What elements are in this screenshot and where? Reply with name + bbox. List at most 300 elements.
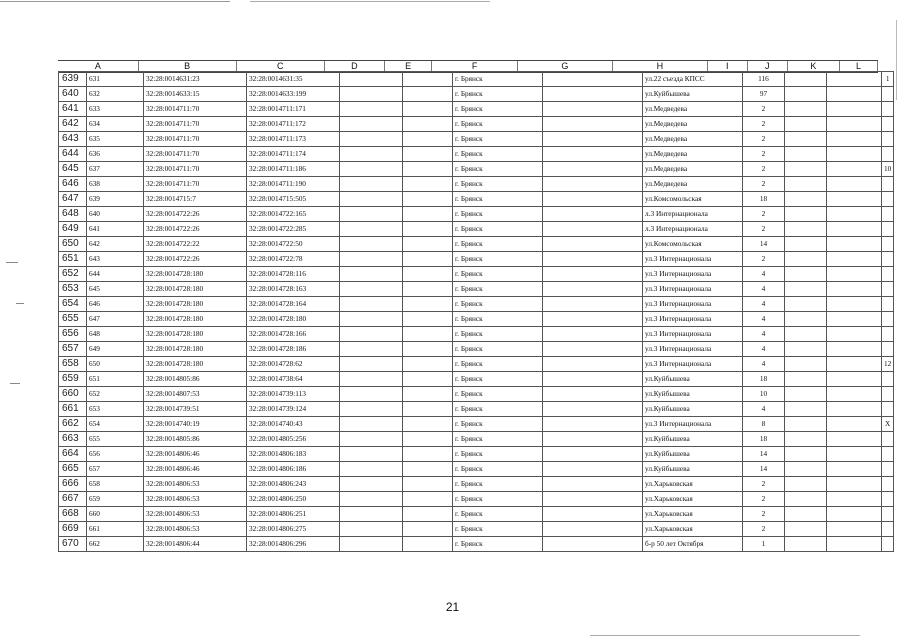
cell-g bbox=[543, 387, 643, 402]
table-row bbox=[59, 342, 894, 357]
cell-f: г. Брянск bbox=[453, 477, 543, 492]
cell-l bbox=[882, 432, 894, 447]
cell-j bbox=[785, 402, 827, 417]
cell-g bbox=[543, 147, 643, 162]
cell-l bbox=[882, 492, 894, 507]
cell-f: г. Брянск bbox=[453, 162, 543, 177]
cell-e bbox=[403, 432, 453, 447]
cell-b: 32:28:0014722:22 bbox=[144, 237, 247, 252]
table-row bbox=[59, 132, 894, 147]
cell-f: г. Брянск bbox=[453, 447, 543, 462]
cell-g bbox=[543, 477, 643, 492]
cell-c: 32:28:0014728:116 bbox=[247, 267, 340, 282]
table-row bbox=[59, 387, 894, 402]
cell-l bbox=[882, 477, 894, 492]
cell-c: 32:28:0014728:62 bbox=[247, 357, 340, 372]
cell-l bbox=[882, 507, 894, 522]
cell-l bbox=[882, 267, 894, 282]
cell-b: 32:28:0014711:70 bbox=[144, 102, 247, 117]
cell-h: ул.Медведева bbox=[643, 117, 743, 132]
row-number: 650 bbox=[59, 237, 87, 252]
cell-h: ул.3 Интернационала bbox=[643, 267, 743, 282]
cell-a: 639 bbox=[87, 192, 144, 207]
cell-e bbox=[403, 162, 453, 177]
column-letter-i: I bbox=[708, 61, 748, 72]
cell-j bbox=[785, 267, 827, 282]
cell-a: 642 bbox=[87, 237, 144, 252]
cell-h: ул.3 Интернационала bbox=[643, 282, 743, 297]
table-row bbox=[59, 237, 894, 252]
row-number: 649 bbox=[59, 222, 87, 237]
cell-j bbox=[785, 432, 827, 447]
cell-d bbox=[340, 402, 403, 417]
cell-g bbox=[543, 177, 643, 192]
table-row bbox=[59, 192, 894, 207]
cell-l bbox=[882, 522, 894, 537]
cell-k bbox=[827, 282, 882, 297]
cell-f: г. Брянск bbox=[453, 327, 543, 342]
row-number: 657 bbox=[59, 342, 87, 357]
cell-i: 2 bbox=[743, 162, 785, 177]
cell-e bbox=[403, 327, 453, 342]
cell-k bbox=[827, 237, 882, 252]
cell-c: 32:28:0014711:172 bbox=[247, 117, 340, 132]
cell-g bbox=[543, 342, 643, 357]
cell-d bbox=[340, 447, 403, 462]
cell-j bbox=[785, 147, 827, 162]
cell-j bbox=[785, 327, 827, 342]
row-number: 656 bbox=[59, 327, 87, 342]
cell-c: 32:28:0014711:171 bbox=[247, 102, 340, 117]
cell-g bbox=[543, 507, 643, 522]
cell-c: 32:28:0014740:43 bbox=[247, 417, 340, 432]
cell-f: г. Брянск bbox=[453, 102, 543, 117]
cell-d bbox=[340, 132, 403, 147]
cell-b: 32:28:0014728:180 bbox=[144, 327, 247, 342]
cell-b: 32:28:0014728:180 bbox=[144, 297, 247, 312]
cell-b: 32:28:0014806:46 bbox=[144, 462, 247, 477]
cell-d bbox=[340, 297, 403, 312]
cell-f: г. Брянск bbox=[453, 207, 543, 222]
cell-g bbox=[543, 402, 643, 417]
cell-h: ул.Харьковская bbox=[643, 492, 743, 507]
cell-h: ул.Медведева bbox=[643, 102, 743, 117]
scan-left-mark-2 bbox=[16, 303, 24, 304]
row-number: 666 bbox=[59, 477, 87, 492]
cell-j bbox=[785, 297, 827, 312]
table-row bbox=[59, 102, 894, 117]
table-row bbox=[59, 72, 894, 87]
table-row bbox=[59, 462, 894, 477]
cell-f: г. Брянск bbox=[453, 492, 543, 507]
cell-d bbox=[340, 342, 403, 357]
scan-right-edge bbox=[896, 20, 897, 100]
cell-k bbox=[827, 297, 882, 312]
cell-k bbox=[827, 207, 882, 222]
cell-d bbox=[340, 207, 403, 222]
cell-i: 2 bbox=[743, 522, 785, 537]
cell-c: 32:28:0014738:64 bbox=[247, 372, 340, 387]
cell-f: г. Брянск bbox=[453, 237, 543, 252]
cell-j bbox=[785, 387, 827, 402]
cell-i: 18 bbox=[743, 432, 785, 447]
cell-l bbox=[882, 207, 894, 222]
cell-h: ул.Куйбышева bbox=[643, 372, 743, 387]
cell-k bbox=[827, 102, 882, 117]
cell-f: г. Брянск bbox=[453, 462, 543, 477]
cell-b: 32:28:0014711:70 bbox=[144, 177, 247, 192]
cell-d bbox=[340, 432, 403, 447]
scan-left-mark-1 bbox=[6, 262, 18, 263]
cell-b: 32:28:0014711:70 bbox=[144, 132, 247, 147]
cell-j bbox=[785, 282, 827, 297]
row-number: 642 bbox=[59, 117, 87, 132]
cell-e bbox=[403, 192, 453, 207]
row-number: 645 bbox=[59, 162, 87, 177]
cell-d bbox=[340, 312, 403, 327]
data-table bbox=[58, 71, 894, 552]
cell-b: 32:28:0014806:53 bbox=[144, 507, 247, 522]
cell-h: ул.Комсомольская bbox=[643, 237, 743, 252]
column-letter-c: C bbox=[237, 61, 325, 72]
cell-b: 32:28:0014805:86 bbox=[144, 372, 247, 387]
cell-l bbox=[882, 102, 894, 117]
table-row bbox=[59, 252, 894, 267]
cell-l bbox=[882, 192, 894, 207]
cell-c: 32:28:0014711:174 bbox=[247, 147, 340, 162]
cell-d bbox=[340, 522, 403, 537]
cell-e bbox=[403, 492, 453, 507]
table-row bbox=[59, 282, 894, 297]
cell-g bbox=[543, 327, 643, 342]
cell-h: б-р 50 лет Октября bbox=[643, 537, 743, 552]
row-number: 667 bbox=[59, 492, 87, 507]
row-number: 652 bbox=[59, 267, 87, 282]
cell-i: 97 bbox=[743, 87, 785, 102]
cell-a: 660 bbox=[87, 507, 144, 522]
cell-j bbox=[785, 507, 827, 522]
cell-i: 4 bbox=[743, 357, 785, 372]
cell-h: ул.3 Интернационала bbox=[643, 297, 743, 312]
cell-l bbox=[882, 342, 894, 357]
row-number: 643 bbox=[59, 132, 87, 147]
cell-g bbox=[543, 372, 643, 387]
cell-a: 658 bbox=[87, 477, 144, 492]
cell-f: г. Брянск bbox=[453, 297, 543, 312]
cell-k bbox=[827, 402, 882, 417]
row-number: 644 bbox=[59, 147, 87, 162]
cell-f: г. Брянск bbox=[453, 177, 543, 192]
cell-k bbox=[827, 492, 882, 507]
cell-i: 2 bbox=[743, 507, 785, 522]
cell-i: 10 bbox=[743, 387, 785, 402]
row-number: 646 bbox=[59, 177, 87, 192]
cell-f: г. Брянск bbox=[453, 72, 543, 87]
cell-j bbox=[785, 177, 827, 192]
cell-e bbox=[403, 372, 453, 387]
cell-b: 32:28:0014728:180 bbox=[144, 282, 247, 297]
table-row bbox=[59, 222, 894, 237]
cell-f: г. Брянск bbox=[453, 132, 543, 147]
cell-k bbox=[827, 312, 882, 327]
cell-e bbox=[403, 237, 453, 252]
cell-e bbox=[403, 72, 453, 87]
cell-a: 635 bbox=[87, 132, 144, 147]
cell-g bbox=[543, 222, 643, 237]
cell-c: 32:28:0014806:275 bbox=[247, 522, 340, 537]
cell-j bbox=[785, 537, 827, 552]
cell-d bbox=[340, 192, 403, 207]
cell-e bbox=[403, 342, 453, 357]
cell-k bbox=[827, 342, 882, 357]
cell-a: 633 bbox=[87, 102, 144, 117]
cell-k bbox=[827, 387, 882, 402]
cell-j bbox=[785, 342, 827, 357]
cell-h: ул.3 Интернационала bbox=[643, 327, 743, 342]
cell-c: 32:28:0014711:190 bbox=[247, 177, 340, 192]
row-number: 654 bbox=[59, 297, 87, 312]
cell-b: 32:28:0014711:70 bbox=[144, 162, 247, 177]
cell-k bbox=[827, 417, 882, 432]
cell-l bbox=[882, 372, 894, 387]
cell-a: 654 bbox=[87, 417, 144, 432]
cell-k bbox=[827, 192, 882, 207]
row-number: 661 bbox=[59, 402, 87, 417]
cell-h: ул.Куйбышева bbox=[643, 447, 743, 462]
cell-b: 32:28:0014722:26 bbox=[144, 252, 247, 267]
cell-d bbox=[340, 492, 403, 507]
cell-j bbox=[785, 477, 827, 492]
cell-l bbox=[882, 462, 894, 477]
cell-c: 32:28:0014715:505 bbox=[247, 192, 340, 207]
cell-a: 644 bbox=[87, 267, 144, 282]
cell-j bbox=[785, 222, 827, 237]
row-number: 662 bbox=[59, 417, 87, 432]
cell-g bbox=[543, 117, 643, 132]
cell-e bbox=[403, 177, 453, 192]
cell-f: г. Брянск bbox=[453, 192, 543, 207]
cell-e bbox=[403, 387, 453, 402]
scan-top-line bbox=[0, 1, 230, 2]
cell-j bbox=[785, 447, 827, 462]
cell-l: X bbox=[882, 417, 894, 432]
cell-k bbox=[827, 177, 882, 192]
cell-h: ул.Медведева bbox=[643, 147, 743, 162]
cell-k bbox=[827, 87, 882, 102]
cell-h: ул.Харьковская bbox=[643, 507, 743, 522]
table-row bbox=[59, 537, 894, 552]
table-row bbox=[59, 177, 894, 192]
cell-e bbox=[403, 87, 453, 102]
cell-f: г. Брянск bbox=[453, 117, 543, 132]
scan-bottom-line bbox=[590, 635, 860, 636]
cell-g bbox=[543, 102, 643, 117]
cell-c: 32:28:0014722:285 bbox=[247, 222, 340, 237]
cell-h: ул.Куйбышева bbox=[643, 462, 743, 477]
cell-i: 8 bbox=[743, 417, 785, 432]
cell-a: 641 bbox=[87, 222, 144, 237]
row-number: 647 bbox=[59, 192, 87, 207]
cell-i: 2 bbox=[743, 147, 785, 162]
cell-j bbox=[785, 72, 827, 87]
cell-c: 32:28:0014806:186 bbox=[247, 462, 340, 477]
cell-a: 646 bbox=[87, 297, 144, 312]
cell-a: 634 bbox=[87, 117, 144, 132]
cell-c: 32:28:0014806:250 bbox=[247, 492, 340, 507]
cell-b: 32:28:0014728:180 bbox=[144, 342, 247, 357]
cell-c: 32:28:0014711:173 bbox=[247, 132, 340, 147]
cell-e bbox=[403, 297, 453, 312]
cell-a: 648 bbox=[87, 327, 144, 342]
cell-f: г. Брянск bbox=[453, 372, 543, 387]
cell-l bbox=[882, 147, 894, 162]
cell-b: 32:28:0014806:53 bbox=[144, 492, 247, 507]
cell-l: 12 bbox=[882, 357, 894, 372]
cell-k bbox=[827, 327, 882, 342]
cell-b: 32:28:0014807:53 bbox=[144, 387, 247, 402]
cell-f: г. Брянск bbox=[453, 312, 543, 327]
cell-g bbox=[543, 462, 643, 477]
table-row bbox=[59, 312, 894, 327]
cell-d bbox=[340, 87, 403, 102]
cell-a: 632 bbox=[87, 87, 144, 102]
column-letter-e: E bbox=[385, 61, 433, 72]
cell-a: 645 bbox=[87, 282, 144, 297]
cell-a: 651 bbox=[87, 372, 144, 387]
cell-e bbox=[403, 462, 453, 477]
cell-b: 32:28:0014739:51 bbox=[144, 402, 247, 417]
cell-h: ул.Куйбышева bbox=[643, 432, 743, 447]
column-letter-b: B bbox=[139, 61, 237, 72]
cell-c: 32:28:0014728:186 bbox=[247, 342, 340, 357]
cell-e bbox=[403, 252, 453, 267]
table-row bbox=[59, 492, 894, 507]
cell-i: 4 bbox=[743, 312, 785, 327]
cell-a: 637 bbox=[87, 162, 144, 177]
cell-k bbox=[827, 477, 882, 492]
cell-g bbox=[543, 297, 643, 312]
cell-l bbox=[882, 252, 894, 267]
cell-l bbox=[882, 117, 894, 132]
table-row bbox=[59, 447, 894, 462]
cell-a: 655 bbox=[87, 432, 144, 447]
cell-d bbox=[340, 507, 403, 522]
cell-i: 2 bbox=[743, 177, 785, 192]
cell-i: 14 bbox=[743, 237, 785, 252]
cell-h: ул.Медведева bbox=[643, 132, 743, 147]
cell-d bbox=[340, 222, 403, 237]
cell-l bbox=[882, 387, 894, 402]
cell-f: г. Брянск bbox=[453, 537, 543, 552]
cell-e bbox=[403, 402, 453, 417]
cell-j bbox=[785, 162, 827, 177]
cell-l bbox=[882, 447, 894, 462]
cell-k bbox=[827, 462, 882, 477]
row-number: 665 bbox=[59, 462, 87, 477]
cell-e bbox=[403, 282, 453, 297]
row-number: 639 bbox=[59, 72, 87, 87]
cell-l bbox=[882, 327, 894, 342]
cell-i: 4 bbox=[743, 267, 785, 282]
table-row bbox=[59, 147, 894, 162]
cell-g bbox=[543, 87, 643, 102]
cell-c: 32:28:0014728:163 bbox=[247, 282, 340, 297]
cell-f: г. Брянск bbox=[453, 282, 543, 297]
scan-left-mark-3 bbox=[10, 383, 20, 384]
cell-h: л.3 Интернационала bbox=[643, 222, 743, 237]
cell-k bbox=[827, 72, 882, 87]
cell-d bbox=[340, 102, 403, 117]
cell-i: 14 bbox=[743, 462, 785, 477]
cell-a: 636 bbox=[87, 147, 144, 162]
column-letter-k: K bbox=[788, 61, 840, 72]
cell-j bbox=[785, 237, 827, 252]
cell-j bbox=[785, 192, 827, 207]
cell-i: 2 bbox=[743, 102, 785, 117]
cell-a: 652 bbox=[87, 387, 144, 402]
row-number: 655 bbox=[59, 312, 87, 327]
cell-d bbox=[340, 162, 403, 177]
cell-a: 662 bbox=[87, 537, 144, 552]
cell-i: 2 bbox=[743, 117, 785, 132]
cell-l bbox=[882, 537, 894, 552]
cell-b: 32:28:0014711:70 bbox=[144, 147, 247, 162]
table-row bbox=[59, 297, 894, 312]
column-letter-l: L bbox=[840, 61, 878, 72]
column-letter-f: F bbox=[432, 61, 518, 72]
cell-h: ул.Куйбышева bbox=[643, 402, 743, 417]
cell-c: 32:28:0014711:186 bbox=[247, 162, 340, 177]
table-row bbox=[59, 477, 894, 492]
cell-i: 4 bbox=[743, 297, 785, 312]
cell-c: 32:28:0014739:113 bbox=[247, 387, 340, 402]
cell-l bbox=[882, 237, 894, 252]
table-row bbox=[59, 267, 894, 282]
cell-a: 657 bbox=[87, 462, 144, 477]
cell-i: 14 bbox=[743, 447, 785, 462]
cell-i: 4 bbox=[743, 282, 785, 297]
cell-c: 32:28:0014722:165 bbox=[247, 207, 340, 222]
cell-l bbox=[882, 222, 894, 237]
cell-a: 659 bbox=[87, 492, 144, 507]
row-number: 658 bbox=[59, 357, 87, 372]
cell-b: 32:28:0014631:23 bbox=[144, 72, 247, 87]
cell-f: г. Брянск bbox=[453, 87, 543, 102]
cell-h: ул.Куйбышева bbox=[643, 87, 743, 102]
cell-g bbox=[543, 132, 643, 147]
cell-e bbox=[403, 447, 453, 462]
cell-h: ул.22 съезда КПСС bbox=[643, 72, 743, 87]
cell-l bbox=[882, 297, 894, 312]
cell-g bbox=[543, 267, 643, 282]
cell-f: г. Брянск bbox=[453, 342, 543, 357]
cell-e bbox=[403, 312, 453, 327]
cell-b: 32:28:0014805:86 bbox=[144, 432, 247, 447]
cell-e bbox=[403, 102, 453, 117]
row-number: 641 bbox=[59, 102, 87, 117]
table-row bbox=[59, 117, 894, 132]
cell-g bbox=[543, 417, 643, 432]
table-row bbox=[59, 87, 894, 102]
cell-g bbox=[543, 72, 643, 87]
cell-b: 32:28:0014728:180 bbox=[144, 357, 247, 372]
cell-b: 32:28:0014711:70 bbox=[144, 117, 247, 132]
cell-j bbox=[785, 207, 827, 222]
cell-k bbox=[827, 507, 882, 522]
cell-d bbox=[340, 372, 403, 387]
cell-e bbox=[403, 507, 453, 522]
column-letter-d: D bbox=[325, 61, 385, 72]
